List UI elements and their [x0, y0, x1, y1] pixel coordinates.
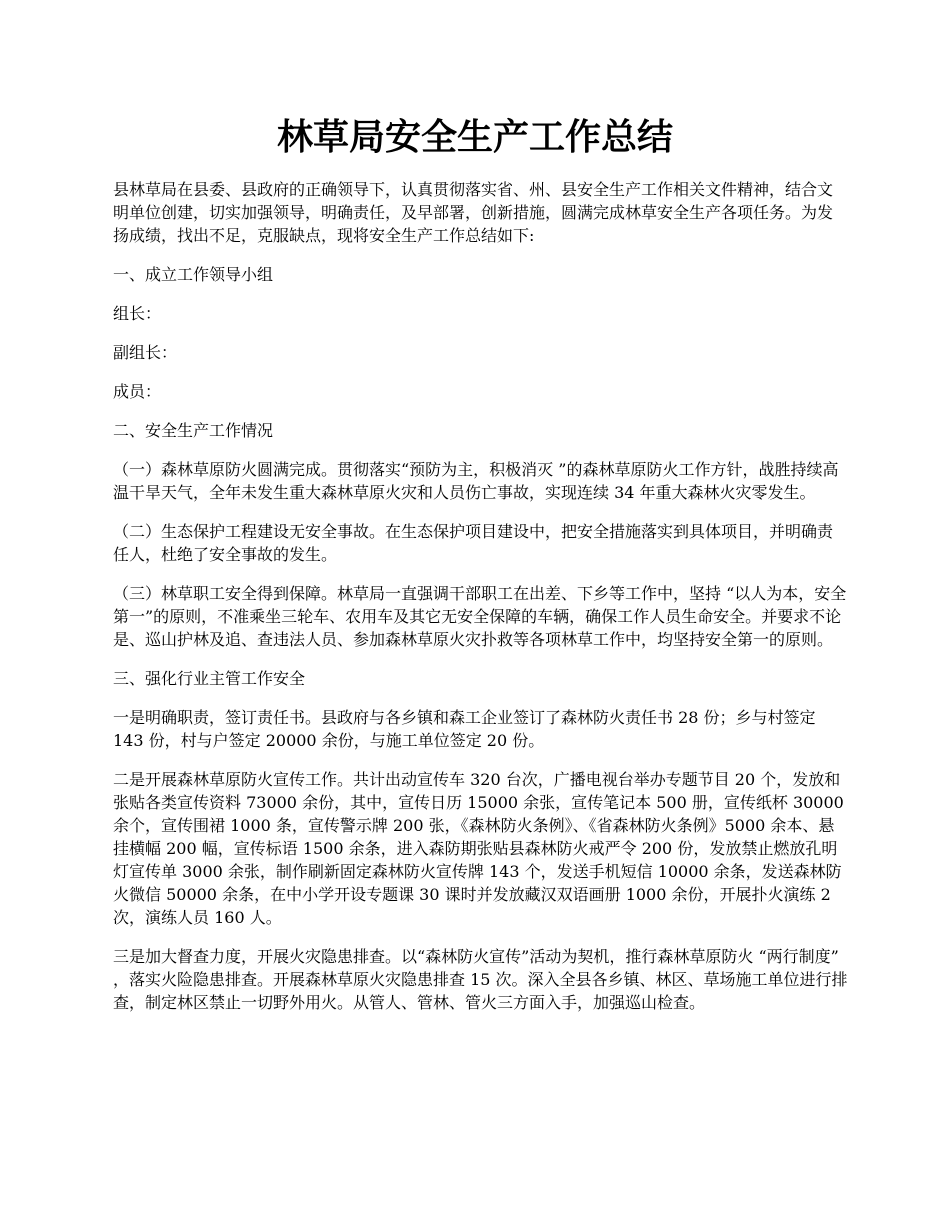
section-heading-2: 二、安全生产工作情况 [113, 421, 274, 440]
paragraph-inspection: 三是加大督查力度，开展火灾隐患排查。以“森林防火宣传”活动为契机，推行森林草原防火 “两行制度” ，落实火险隐患排查。开展森林草原火灾隐患排查 15 次。深入全县各乡镇、林区、草场施工单位进行排查，制定林区禁止一切野外用火。从管人、管林、管火三方面入手，加强巡山检查。 [113, 947, 848, 1012]
intro-paragraph: 县林草局在县委、县政府的正确领导下，认真贯彻落实省、州、县安全生产工作相关文件精神，结合文明单位创建，切实加强领导，明确责任，及早部署，创新措施，圆满完成林草安全生产各项任务。为发扬成绩，找出不足，克服缺点，现将安全生产工作总结如下: [113, 180, 834, 245]
document-body [113, 178, 848, 1030]
members-line: 成员： [113, 382, 162, 401]
leader-line: 组长： [113, 304, 162, 323]
section-heading-3: 三、强化行业主管工作安全 [113, 669, 306, 688]
section-heading-1: 一、成立工作领导小组 [113, 265, 274, 284]
paragraph-eco-protection: （二）生态保护工程建设无安全事故。在生态保护项目建设中，把安全措施落实到具体项目，并明确责任人，杜绝了安全事故的发生。 [113, 522, 834, 564]
paragraph-publicity: 二是开展森林草原防火宣传工作。共计出动宣传车 320 台次，广播电视台举办专题节目 20 个，发放和张贴各类宣传资料 73000 余份，其中，宣传日历 15000 余张，宣传笔记本 500 册，宣传纸杯 30000 余个，宣传围裙 1000 条，宣传警示牌 200 张，《森林防火条例》、《省森林防火条例》5000 余本、悬挂横幅 200 幅，宣传标语 1500 余条，进入森防期张贴县森林防火戒严令 200 份，发放禁止燃放孔明灯宣传单 3000 余张，制作刷新固定森林防火宣传牌 143 个，发送手机短信 10000 余条，发送森林防火微信 50000 余条，在中小学开设专题课 30 课时并发放藏汉双语画册 1000 余份，开展扑火演练 2 次，演练人员 160 人。 [113, 770, 844, 927]
document-title: 林草局安全生产工作总结 [276, 116, 673, 158]
paragraph-staff-safety: （三）林草职工安全得到保障。林草局一直强调干部职工在出差、下乡等工作中，坚持 “以人为本，安全第一”的原则，不准乘坐三轮车、农用车及其它无安全保障的车辆，确保工作人员生命安全。并要求不论是、巡山护林及追、查违法人员、参加森林草原火灾扑救等各项林草工作中，均坚持安全第一的原则。 [113, 584, 847, 649]
paragraph-responsibility: 一是明确职责，签订责任书。县政府与各乡镇和森工企业签订了森林防火责任书 28 份；乡与村签定 143 份，村与户签定 20000 余份，与施工单位签定 20 份。 [113, 708, 816, 750]
deputy-leader-line: 副组长： [113, 343, 178, 362]
paragraph-fire-prevention: （一）森林草原防火圆满完成。贯彻落实“预防为主，积极消灭 ”的森林草原防火工作方针，战胜持续高温干旱天气，全年未发生重大森林草原火灾和人员伤亡事故，实现连续 34 年重大森林火灾零发生。 [113, 460, 839, 502]
